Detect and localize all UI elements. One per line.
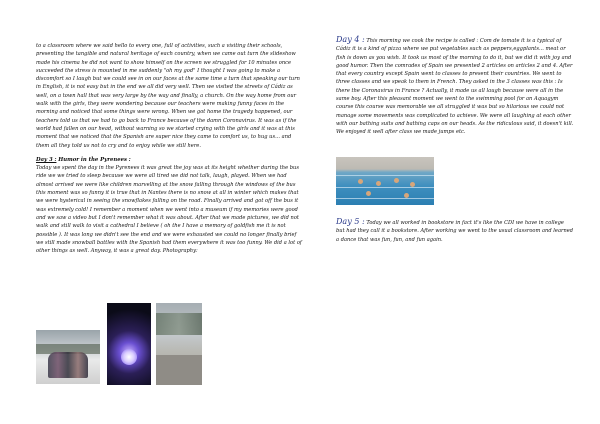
photo-road [156, 355, 202, 385]
swimmer [394, 178, 399, 183]
swimmer [376, 181, 381, 186]
swimming-pool-photo [336, 157, 434, 205]
snowy-road-photo [156, 303, 202, 385]
day5-block [336, 218, 574, 244]
day3-heading [36, 156, 302, 164]
photo-distant-trees [156, 313, 202, 335]
day5-label: Day 5 : [336, 217, 365, 226]
photo-group-of-students [48, 352, 88, 378]
day4-paragraph [336, 36, 574, 137]
swimmer [410, 182, 415, 187]
day3-text: Today we spent the day in the Pyrenees it was great the joy was at its height whether during the bus ride we we tried to sleep because we were all tired we did not talk, laugh, played. When we had almost arrived we were like children marvelling at the snow falling through the windows of the bus this moment was so funny it is true that in Nantes there is no snow at all in winter which makes that we were hysterical in seeing the snowflakes falling on the road. Finally arrived and got off the bus it was extremely cold! I remember a moment when we went into a museum if my memories were good and we saw a video but I don't remember what it was about. After that we made pictures, we did not walk and still walk to visit a cathedral I believe ( oh the I have a memory of goldfish me it is not possible ). It was long we didn't see the end and we were exhausted we could no longer finally brief we still made snowball battles with the Spanish had them everywhere it was too funny. We did a lot of other things as well. Anyway, it was a great day. [36, 165, 302, 255]
photo-glowing-light [121, 349, 137, 365]
pool-lane-line [336, 198, 434, 199]
swimmer [366, 191, 371, 196]
group-snow-photo [36, 330, 100, 384]
left-column [36, 42, 302, 255]
day5-paragraph [336, 218, 574, 244]
intro-paragraph: to a classroom where we said hello to every one, full of activities, such a visiting their schools, presenting the tangible and natural heritage of each country, when we came out turn the slideshow made his cinema he did not want to show himself on the screen we struggled for 10 minutes once succeeded the stress is mounted in me suddenly "oh my god" I thought I was going to make a discomfort so I laugh but we could see in on our faces at the same time a turn that speaking our turn in English, it is not easy but in the end we all did very well. Then we visited the streets of Cádiz as well, on a town hall that was very large by the way and finally, a church. On the way home from our walk with the girls, they were wondering because our teachers were making funny faces in the morning and noticed that some things were wrong. When we got home the tragedy happened, our teachers told us that we had to go back to France because of the damn Coronavirus. It was as if the world had fallen on our head, without warning so we started crying with the girls and it was at this moment that we noticed that the Spanish are super nice they came to comfort us, to hug us... and them all they told us not to cry and to enjoy while we still here. [36, 43, 300, 149]
museum-light-photo [107, 303, 151, 385]
right-column [336, 36, 574, 137]
day3-title: Humor in the Pyrenees : [58, 156, 131, 163]
day3-paragraph [36, 164, 302, 255]
photography-label: Photography: [162, 248, 198, 255]
day5-text: Today we all worked in bookstore in fact it's like the CDI we have in college but had they call it a bookstore. After working we went to the usual classroom and learned a dance that was fun, fun, and fun again. [336, 220, 574, 243]
pool-lane-line [336, 175, 434, 176]
swimmer [358, 179, 363, 184]
day3-label: Day 3 : [36, 156, 57, 163]
day4-text: This morning we cook the recipe is called : Com de tomate it is a typical of Cádiz it is a kind of pizza where we put vegetables such as peppers,eggplants... meat or fish is down as you wish. It took us most of the morning to do it, but we did it with joy and good humor. Then the comrades of Spain we presented 2 articles on articles 2 and 4. After that every country except Spain went to classes to present their countries. We went to three classes and we speak to them in French. They asked in the 3 classes was this : Is there the Coronavirus in France ? Actually, it made us all laugh because were all in the same boy. After this pleasant moment we went to the swimming pool for an Aquagym course this course was memorable we all struggled it was but so hilarious we could not manage some movements was complicated to achieve. We were all laughing at each other with our bathing suits and bathing caps on our heads. As the ridiculous said, it doesn't kill. We enjoyed it well after class we made jumps etc. [336, 38, 574, 136]
swimmer [404, 193, 409, 198]
day4-label: Day 4 : [336, 35, 365, 44]
pool-lane-line [336, 187, 434, 188]
